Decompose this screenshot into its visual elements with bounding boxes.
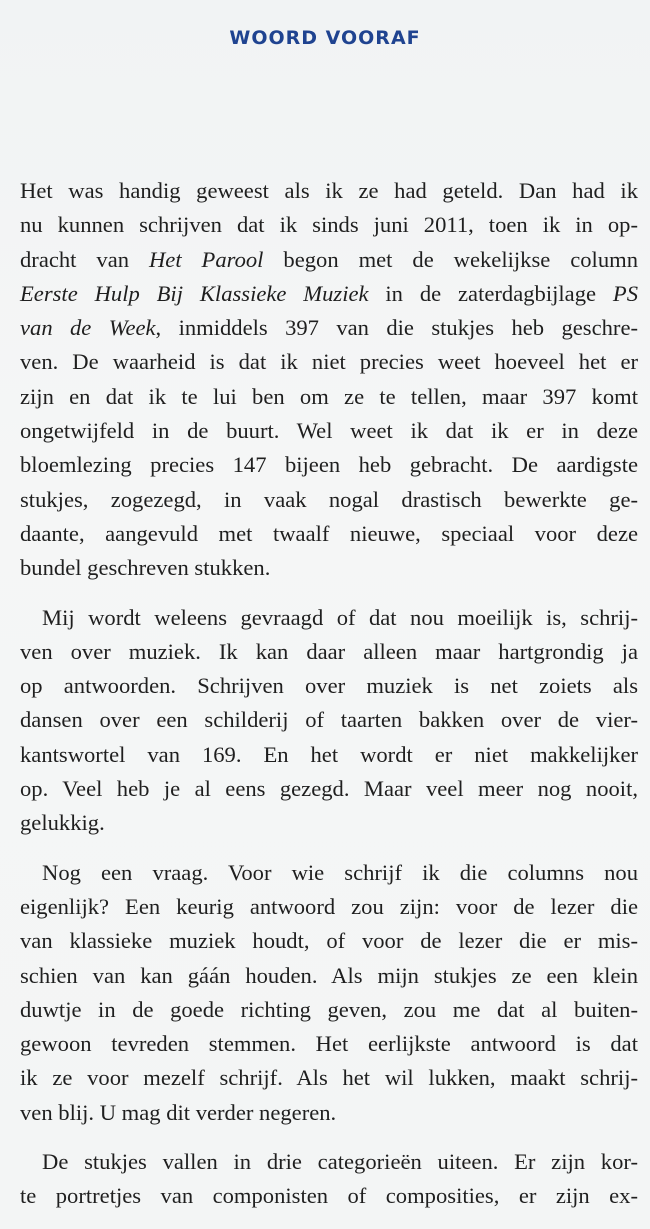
text-run: dansen over een schilderij of taarten bakken over de vier- <box>20 707 638 733</box>
text-line <box>20 551 638 585</box>
text-run: schien van kan gáán houden. Als mijn stukjes ze een klein <box>20 962 638 988</box>
text-line <box>20 1061 638 1095</box>
text-line <box>20 669 638 703</box>
text-run: duwtje in de goede richting geven, zou me dat al buiten- <box>20 996 638 1022</box>
text-run: op. Veel heb je al eens gezegd. Maar veel meer nog nooit, <box>20 776 638 802</box>
paragraph <box>20 601 638 841</box>
text-run: eigenlijk? Een keurig antwoord zou zijn: voor de lezer die <box>20 893 638 919</box>
text-run: Het was handig geweest als ik ze had geteld. Dan had ik <box>20 178 638 203</box>
text-line <box>20 448 638 482</box>
text-run: zijn en dat ik te lui ben om ze te tellen, maar 397 komt <box>20 383 638 409</box>
text-line <box>20 993 638 1027</box>
text-run: Nog een vraag. Voor wie schrijf ik die columns nou <box>42 859 638 885</box>
text-line <box>20 208 638 242</box>
text-run: bundel geschreven stukken. <box>20 555 271 581</box>
text-line <box>20 380 638 414</box>
text-line <box>20 277 638 311</box>
text-line <box>20 345 638 379</box>
italic-title: Eerste Hulp Bij Klassieke Muziek <box>20 280 369 306</box>
text-run: te portretjes van componisten of composities, er zijn ex- <box>20 1183 638 1209</box>
italic-title: van de Week <box>20 315 156 341</box>
text-run: ven blij. U mag dit verder negeren. <box>20 1099 337 1125</box>
text-line <box>20 806 638 840</box>
text-line <box>20 856 638 890</box>
text-run: begon met de wekelijkse column <box>263 246 638 272</box>
text-line <box>20 635 638 669</box>
text-line <box>20 1179 638 1213</box>
text-run: bloemlezing precies 147 bijeen heb gebracht. De aardigste <box>20 452 638 478</box>
text-run: Mij wordt weleens gevraagd of dat nou moeilijk is, schrij- <box>42 604 638 630</box>
italic-title: Het Parool <box>148 246 264 272</box>
text-run: stukjes, zogezegd, in vaak nogal drastisch bewerkte ge- <box>20 486 638 512</box>
text-run: ik ze voor mezelf schrijf. Als het wil lukken, maakt schrij- <box>20 1065 638 1091</box>
italic-title: PS <box>612 280 638 306</box>
text-run: daante, aangevuld met twaalf nieuwe, speciaal voor deze <box>20 520 638 546</box>
text-line <box>20 924 638 958</box>
text-line <box>20 517 638 551</box>
text-line <box>20 174 638 208</box>
text-line <box>20 414 638 448</box>
text-run: kantswortel van 169. En het wordt er niet makkelijker <box>20 741 638 767</box>
text-line <box>20 311 638 345</box>
body-text <box>20 174 638 1229</box>
text-line <box>20 243 638 277</box>
text-run: , inmiddels 397 van die stukjes heb geschre- <box>155 315 638 341</box>
text-line <box>20 738 638 772</box>
text-line <box>20 483 638 517</box>
text-run: in de zaterdagbijlage <box>368 280 613 306</box>
text-line <box>20 1027 638 1061</box>
text-line <box>20 703 638 737</box>
text-run: op antwoorden. Schrijven over muziek is net zoiets als <box>20 673 638 699</box>
paragraph <box>20 1145 638 1214</box>
text-line <box>20 1145 638 1179</box>
text-run: dracht van <box>20 246 149 272</box>
text-line <box>20 772 638 806</box>
text-run: nu kunnen schrijven dat ik sinds juni 2011, toen ik in op- <box>20 212 638 238</box>
chapter-heading: WOORD VOORAF <box>229 27 421 49</box>
text-line <box>20 601 638 635</box>
text-run: gelukkig. <box>20 810 105 836</box>
paragraph <box>20 174 638 586</box>
text-run: gewoon tevreden stemmen. Het eerlijkste antwoord is dat <box>20 1031 638 1057</box>
text-run: De stukjes vallen in drie categorieën uiteen. Er zijn kor- <box>42 1149 638 1175</box>
paragraph <box>20 856 638 1130</box>
text-run: van klassieke muziek houdt, of voor de lezer die er mis- <box>20 928 638 954</box>
text-run: ven. De waarheid is dat ik niet precies weet hoeveel het er <box>20 349 638 375</box>
text-run: ongetwijfeld in de buurt. Wel weet ik dat ik er in deze <box>20 418 638 444</box>
text-line <box>20 959 638 993</box>
text-line <box>20 1096 638 1130</box>
text-line <box>20 890 638 924</box>
text-run: ven over muziek. Ik kan daar alleen maar hartgrondig ja <box>20 638 638 664</box>
